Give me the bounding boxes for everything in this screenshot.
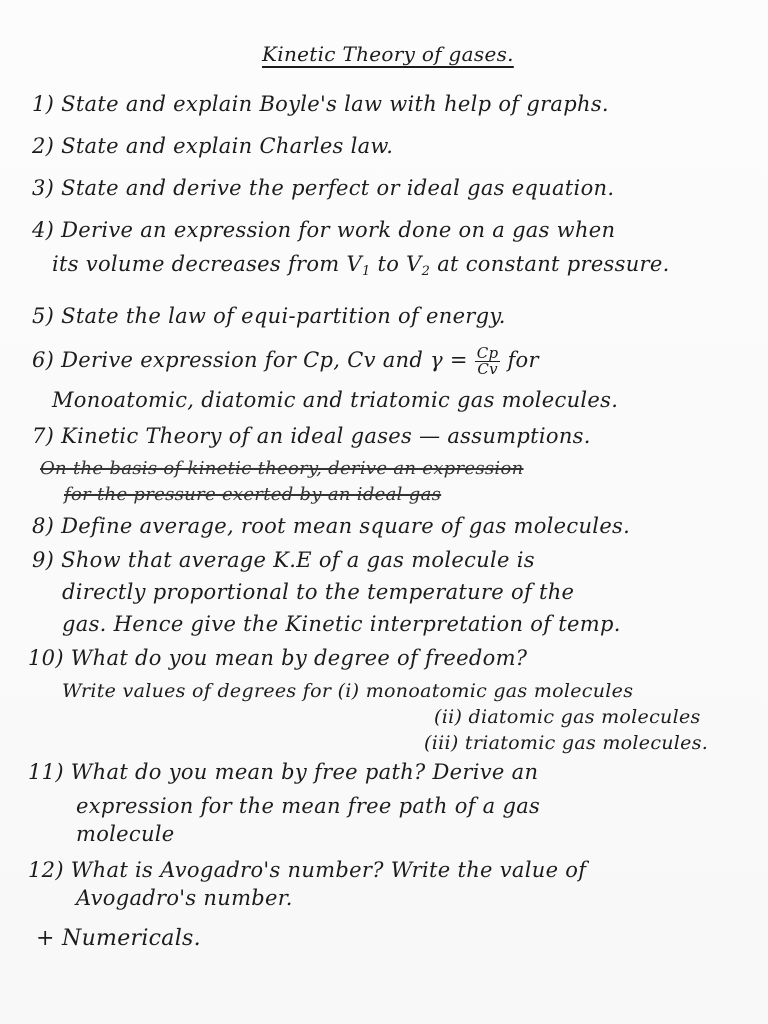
- numericals-note: + Numericals.: [36, 926, 201, 951]
- question-10-line-4: (iii) triatomic gas molecules.: [424, 732, 709, 754]
- question-9-line-1: 9) Show that average K.E of a gas molecule is: [32, 548, 535, 572]
- struck-out-line-1: On the basis of kinetic theory, derive an expression: [40, 458, 524, 479]
- question-12-line-2: Avogadro's number.: [76, 886, 293, 910]
- question-3: 3) State and derive the perfect or ideal gas equation.: [32, 176, 615, 200]
- question-2: 2) State and explain Charles law.: [32, 134, 394, 158]
- question-9-line-2: directly proportional to the temperature of the: [62, 580, 575, 604]
- question-10-line-3: (ii) diatomic gas molecules: [434, 706, 701, 728]
- question-5: 5) State the law of equi-partition of energy.: [32, 304, 506, 328]
- struck-out-line-2: for the pressure exerted by an ideal gas: [64, 484, 442, 505]
- question-4-line-2: its volume decreases from $V_1$ to $V_2$ at constant pressure.: [52, 252, 670, 279]
- question-10-line-1: 10) What do you mean by degree of freedom?: [28, 646, 528, 670]
- question-6-line-2: Monoatomic, diatomic and triatomic gas molecules.: [52, 388, 619, 412]
- gamma-fraction: $\frac{Cp}{Cv}$: [476, 344, 499, 378]
- question-12-line-1: 12) What is Avogadro's number? Write the value of: [28, 858, 587, 882]
- question-9-line-3: gas. Hence give the Kinetic interpretation of temp.: [62, 612, 621, 636]
- question-4-line-1: 4) Derive an expression for work done on a gas when: [32, 218, 616, 242]
- question-10-line-2: Write values of degrees for (i) monoatomic gas molecules: [62, 680, 634, 702]
- question-11-line-2: expression for the mean free path of a gas: [76, 794, 541, 818]
- question-1: 1) State and explain Boyle's law with help of graphs.: [32, 92, 609, 116]
- question-11-line-3: molecule: [76, 822, 175, 846]
- question-11-line-1: 11) What do you mean by free path? Derive an: [28, 760, 539, 784]
- question-6-line-1: 6) Derive expression for Cp, Cv and γ = $\frac{Cp}{Cv}$ for: [32, 344, 539, 378]
- question-7: 7) Kinetic Theory of an ideal gases — assumptions.: [32, 424, 591, 448]
- page-title: Kinetic Theory of gases.: [262, 42, 514, 66]
- question-8: 8) Define average, root mean square of gas molecules.: [32, 514, 631, 538]
